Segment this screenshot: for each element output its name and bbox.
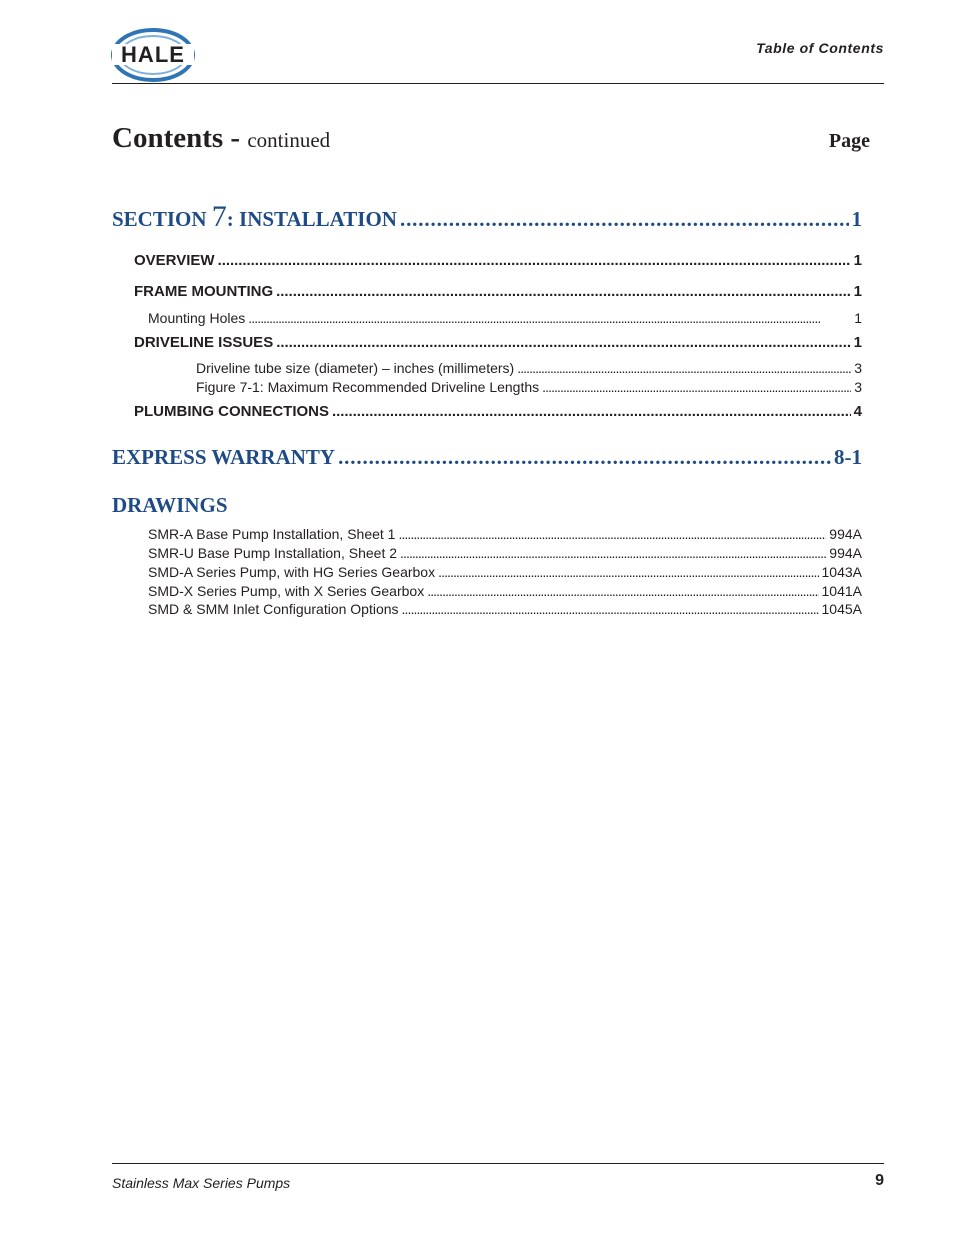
page-column-label: Page (828, 130, 870, 152)
toc-entry-driveline-issues[interactable] (134, 334, 862, 351)
toc-express-warranty[interactable] (112, 445, 862, 470)
dot-leader (332, 403, 851, 420)
toc-entry-label: SMR-A Base Pump Installation, Sheet 1 (148, 526, 396, 542)
logo-text: HALE (121, 42, 185, 67)
toc-section-7[interactable] (112, 200, 862, 234)
toc-section-7-label (112, 200, 397, 234)
page-title-continued: continued (247, 128, 331, 152)
toc-entry-label: SMR-U Base Pump Installation, Sheet 2 (148, 545, 398, 561)
toc-entry-overview[interactable] (134, 252, 862, 269)
toc-page-number: 3 (854, 360, 862, 376)
header-title: Table of Contents (756, 40, 884, 56)
toc-entry-figure-7-1[interactable] (196, 379, 862, 395)
toc-page-number: 1 (853, 334, 862, 351)
toc-entry-label: SMD-X Series Pump, with X Series Gearbox (148, 583, 425, 599)
dot-leader (398, 526, 826, 542)
toc-page-number: 1 (853, 283, 862, 300)
footer-title: Stainless Max Series Pumps (112, 1175, 291, 1191)
toc-entry-mounting-holes[interactable] (148, 310, 862, 326)
dot-leader (542, 379, 851, 395)
toc-page-number: 3 (854, 379, 862, 395)
toc-page-number: 994A (829, 526, 862, 542)
toc-page-number: 1 (851, 207, 862, 231)
toc-entry-driveline-tube-size[interactable] (196, 360, 862, 376)
section-prefix: SECTION (112, 207, 207, 231)
toc-entry-label: Mounting Holes (148, 310, 246, 326)
toc-entry-label: OVERVIEW (134, 252, 215, 269)
toc-page-number: 4 (853, 403, 862, 420)
toc-page-number: 1041A (821, 583, 862, 599)
toc-page-number: 1 (854, 310, 862, 326)
toc-drawing-item[interactable] (148, 583, 862, 599)
toc-drawing-item[interactable] (148, 545, 862, 561)
page-title-main: Contents - (112, 122, 248, 154)
footer-rule (112, 1163, 884, 1164)
dot-leader (438, 564, 818, 580)
hale-logo (108, 27, 198, 83)
dot-leader (402, 601, 819, 617)
toc-entry-label: SMD-A Series Pump, with HG Series Gearbox (148, 564, 436, 580)
header-rule (112, 83, 884, 84)
toc-entry-label: FRAME MOUNTING (134, 283, 274, 300)
toc-entry-label: SMD & SMM Inlet Configuration Options (148, 601, 399, 617)
toc-drawing-item[interactable] (148, 601, 862, 617)
page-title (112, 122, 330, 155)
toc-entry-label: Driveline tube size (diameter) – inches (millimeters) (196, 360, 515, 376)
dot-leader (218, 252, 851, 269)
dot-leader (517, 360, 851, 376)
dot-leader (427, 583, 818, 599)
toc-page-number: 994A (829, 545, 862, 561)
section-number: 7 (211, 200, 227, 233)
toc-page-number: 1 (853, 252, 862, 269)
dot-leader (276, 283, 851, 300)
toc-entry-label: DRIVELINE ISSUES (134, 334, 274, 351)
toc-drawing-item[interactable] (148, 526, 862, 542)
toc-entry-frame-mounting[interactable] (134, 283, 862, 300)
toc-entry-label: PLUMBING CONNECTIONS (134, 403, 329, 420)
dot-leader (248, 310, 851, 326)
toc-page-number: 8-1 (834, 445, 862, 469)
footer-page-number: 9 (875, 1172, 884, 1189)
drawings-heading: DRAWINGS (112, 493, 228, 517)
dot-leader (400, 545, 826, 561)
section-title: : INSTALLATION (226, 207, 397, 231)
toc-entry-label: EXPRESS WARRANTY (112, 445, 336, 469)
toc-entry-plumbing-connections[interactable] (134, 403, 862, 420)
toc-entry-label: Figure 7-1: Maximum Recommended Driveline Lengths (196, 379, 540, 395)
toc-page-number: 1043A (821, 564, 862, 580)
dot-leader (338, 445, 831, 470)
dot-leader (400, 207, 849, 232)
toc-drawing-item[interactable] (148, 564, 862, 580)
dot-leader (276, 334, 850, 351)
toc-page-number: 1045A (821, 601, 862, 617)
